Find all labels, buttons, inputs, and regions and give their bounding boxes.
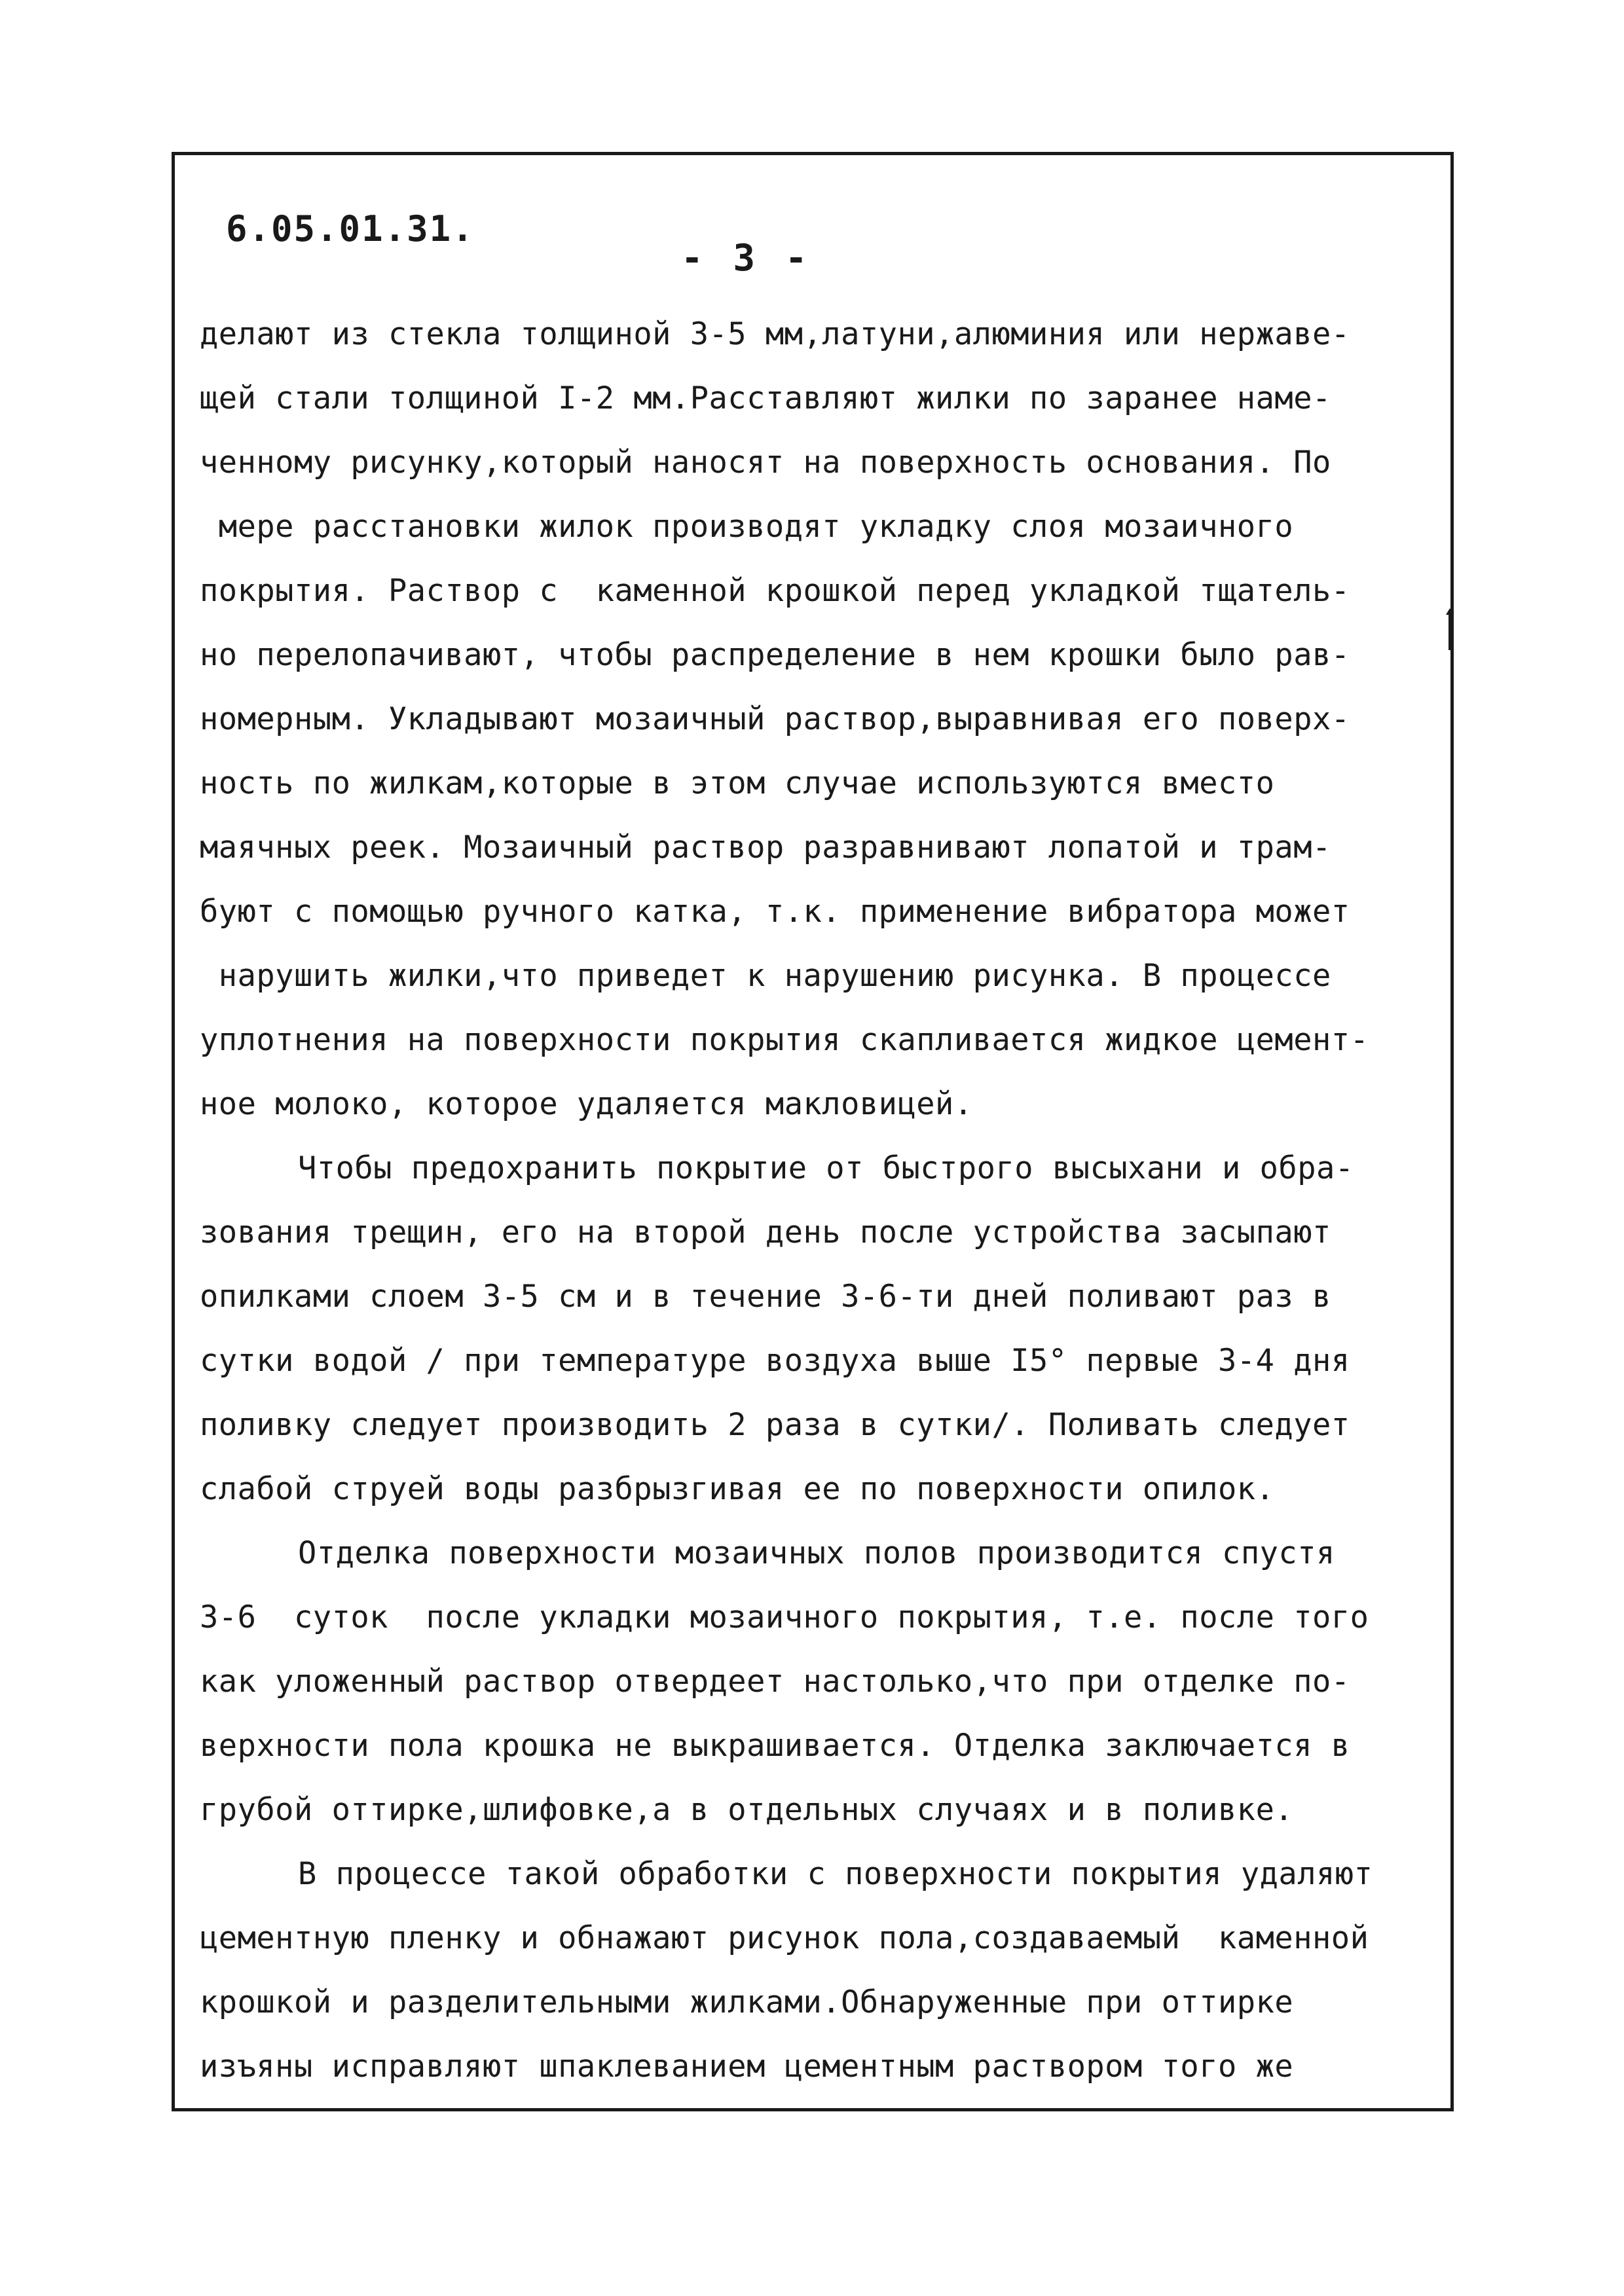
text-line: но перелопачивают, чтобы распределение в нем крошки было рав- — [200, 637, 1350, 673]
document-code: 6.05.01.31. — [226, 208, 475, 249]
text-line: грубой оттирке,шлифовке,а в отдельных случаях и в поливке. — [200, 1792, 1294, 1828]
text-line: 3-6 суток после укладки мозаичного покрытия, т.е. после того — [200, 1599, 1369, 1635]
text-line: покрытия. Раствор с каменной крошкой перед укладкой тщатель- — [200, 573, 1350, 609]
paragraph — [200, 302, 1444, 1137]
text-line: уплотнения на поверхности покрытия скапливается жидкое цемент- — [200, 1022, 1369, 1058]
text-line: крошкой и разделительными жилками.Обнаруженные при оттирке — [200, 1984, 1294, 2020]
text-line: опилками слоем 3-5 см и в течение 3-6-ти дней поливают раз в — [200, 1279, 1331, 1315]
text-line: сутки водой / при температуре воздуха выше I5° первые 3-4 дня — [200, 1343, 1350, 1379]
text-line: поливку следует производить 2 раза в сутки/. Поливать следует — [200, 1407, 1350, 1443]
text-line: номерным. Укладывают мозаичный раствор,выравнивая его поверх- — [200, 701, 1350, 737]
text-line: Отделка поверхности мозаичных полов производится спустя — [298, 1535, 1335, 1571]
text-line: маячных реек. Мозаичный раствор разравнивают лопатой и трам- — [200, 829, 1331, 866]
paragraph — [200, 1842, 1444, 2099]
text-line: цементную пленку и обнажают рисунок пола,создаваемый каменной — [200, 1920, 1369, 1956]
text-line: ченному рисунку,который наносят на поверхность основания. По — [200, 445, 1331, 481]
text-line: ное молоко, которое удаляется макловицей. — [200, 1086, 973, 1122]
paragraph — [200, 1522, 1444, 1842]
text-line: верхности пола крошка не выкрашивается. Отделка заключается в — [200, 1728, 1350, 1764]
text-line: слабой струей воды разбрызгивая ее по поверхности опилок. — [200, 1471, 1275, 1507]
text-line: нарушить жилки,что приведет к нарушению рисунка. В процессе — [200, 958, 1331, 994]
text-line: мере расстановки жилок производят укладку слоя мозаичного — [200, 509, 1294, 545]
paragraph — [200, 1137, 1444, 1522]
margin-mark — [1449, 612, 1451, 650]
text-line: как уложенный раствор отвердеет настолько,что при отделке по- — [200, 1664, 1350, 1700]
text-line: ность по жилкам,которые в этом случае используются вместо — [200, 765, 1275, 801]
text-line: Чтобы предохранить покрытие от быстрого высыхани и обра- — [298, 1150, 1354, 1186]
text-line: зования трещин, его на второй день после устройства засыпают — [200, 1214, 1331, 1250]
body-text — [200, 302, 1444, 2099]
text-line: изъяны исправляют шпаклеванием цементным раствором того же — [200, 2049, 1294, 2085]
page-number: - 3 - — [681, 237, 811, 280]
text-line: делают из стекла толщиной 3-5 мм,латуни,алюминия или нержаве- — [200, 316, 1350, 352]
text-line: В процессе такой обработки с поверхности покрытия удаляют — [298, 1856, 1373, 1892]
text-line: буют с помощью ручного катка, т.к. применение вибратора может — [200, 894, 1350, 930]
text-line: щей стали толщиной I-2 мм.Расставляют жилки по заранее наме- — [200, 380, 1331, 416]
